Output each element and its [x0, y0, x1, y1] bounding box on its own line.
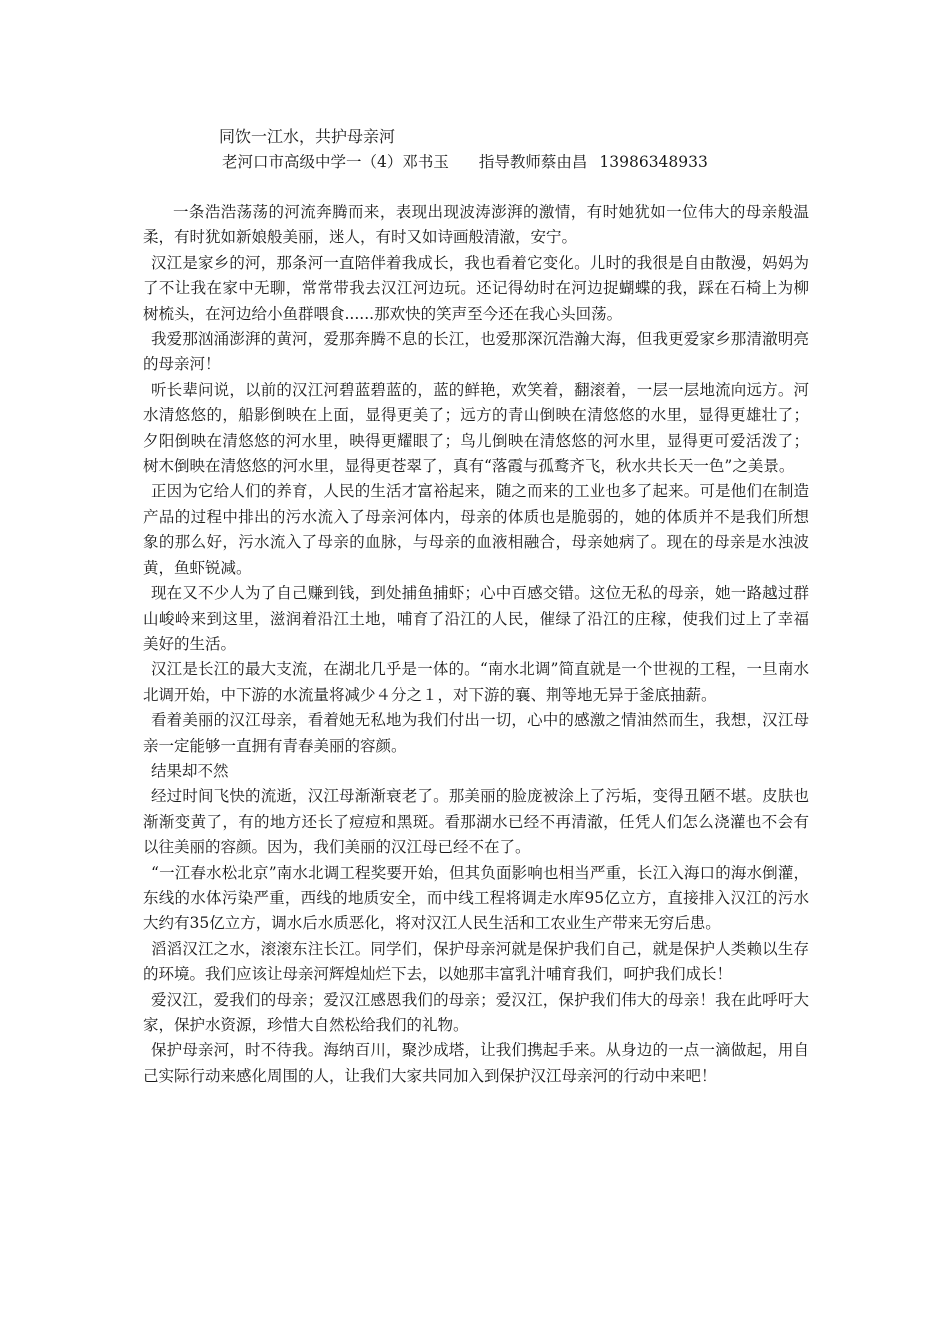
document-title: 同饮一江水，共护母亲河 — [219, 127, 396, 146]
paragraph: “一江春水松北京”南水北调工程奖要开始，但其负面影响也相当严重，长江入海口的海水倒灌，东线的水体污染严重，西线的地质安全，而中线工程将调走水库95亿立方，直接排入汉江的污水大约有35亿立方，调水后水质恶化，将对汉江人民生活和工农业生产带来无穷后患。 — [143, 863, 809, 933]
paragraph: 听长辈问说，以前的汉江河碧蓝碧蓝的，蓝的鲜艳，欢笑着，翻滚着，一层一层地流向远方。河水清悠悠的，船影倒映在上面，显得更美了；远方的青山倒映在清悠悠的水里，显得更雄壮了；夕阳倒映在清悠悠的河水里，映得更耀眼了；鸟儿倒映在清悠悠的河水里，显得更可爱活泼了；树木倒映在清悠悠的河水里，显得更苍翠了，真有“落霞与孤鹜齐飞，秋水共长天一色”之美景。 — [143, 380, 809, 476]
paragraph: 滔滔汉江之水，滚滚东注长江。同学们，保护母亲河就是保护我们自己，就是保护人类赖以生存的环境。我们应该让母亲河辉煌灿烂下去，以她那丰富乳汁哺育我们，呵护我们成长！ — [143, 939, 809, 984]
phone-number: 13986348933 — [599, 153, 708, 171]
paragraph: 汉江是家乡的河，那条河一直陪伴着我成长，我也看着它变化。儿时的我很是自由散漫，妈妈为了不让我在家中无聊，常常带我去汉江河边玩。还记得幼时在河边捉蝴蝶的我，踩在石椅上为柳树梳头，在河边给小鱼群喂食......那欢快的笑声至今还在我心头回荡。 — [143, 253, 809, 323]
paragraph: 爱汉江，爱我们的母亲；爱汉江感恩我们的母亲；爱汉江，保护我们伟大的母亲！我在此呼吁大家，保护水资源，珍惜大自然松给我们的礼物。 — [143, 990, 809, 1034]
paragraph: 汉江是长江的最大支流，在湖北几乎是一体的。“南水北调”简直就是一个世视的工程，一旦南水北调开始，中下游的水流量将减少４分之１，对下游的襄、荆等地无异于釜底抽薪。 — [143, 660, 809, 704]
paragraph: 保护母亲河，时不待我。海纳百川，聚沙成塔，让我们携起手来。从身边的一点一滴做起，用自己实际行动来感化周围的人，让我们大家共同加入到保护汉江母亲河的行动中来吧！ — [143, 1041, 809, 1085]
paragraph: 我爱那汹涌澎湃的黄河，爱那奔腾不息的长江，也爱那深沉浩瀚大海，但我更爱家乡那清澈明亮的母亲河！ — [143, 330, 809, 374]
paragraph: 经过时间飞快的流逝，汉江母渐渐衰老了。那美丽的脸庞被涂上了污垢，变得丑陋不堪。皮肤也渐渐变黄了，有的地方还长了痘痘和黑斑。看那湖水已经不再清澈，任凭人们怎么浇灌也不会有以往美丽的容颜。因为，我们美丽的汉江母已经不在了。 — [143, 787, 809, 857]
paragraph: 结果却不然 — [151, 761, 229, 780]
paragraph: 现在又不少人为了自己赚到钱，到处捕鱼捕虾；心中百感交错。这位无私的母亲，她一路越过群山峻岭来到这里，滋润着沿江土地，哺育了沿江的人民，催绿了沿江的庄稼，使我们过上了幸福美好的生活。 — [143, 584, 809, 653]
paragraph: 正因为它给人们的养育，人民的生活才富裕起来，随之而来的工业也多了起来。可是他们在制造产品的过程中排出的污水流入了母亲河体内，母亲的体质也是脆弱的，她的体质并不是我们所想象的那么好，污水流入了母亲的血脉，与母亲的血液相融合，母亲她病了。现在的母亲是水浊波黄，鱼虾锐减。 — [143, 482, 809, 577]
author-info: 老河口市高级中学一（4）邓书玉 — [222, 153, 449, 171]
document-body — [143, 200, 809, 1089]
paragraph: 看着美丽的汉江母亲，看着她无私地为我们付出一切，心中的感激之情油然而生，我想，汉江母亲一定能够一直拥有青春美丽的容颜。 — [143, 711, 809, 755]
paragraph: 一条浩浩荡荡的河流奔腾而来，表现出现波涛澎湃的激情，有时她犹如一位伟大的母亲般温柔，有时犹如新娘般美丽，迷人，有时又如诗画般清澈，安宁。 — [143, 203, 809, 247]
document-byline — [219, 151, 708, 173]
teacher-info: 指导教师蔡由昌 — [478, 153, 588, 171]
